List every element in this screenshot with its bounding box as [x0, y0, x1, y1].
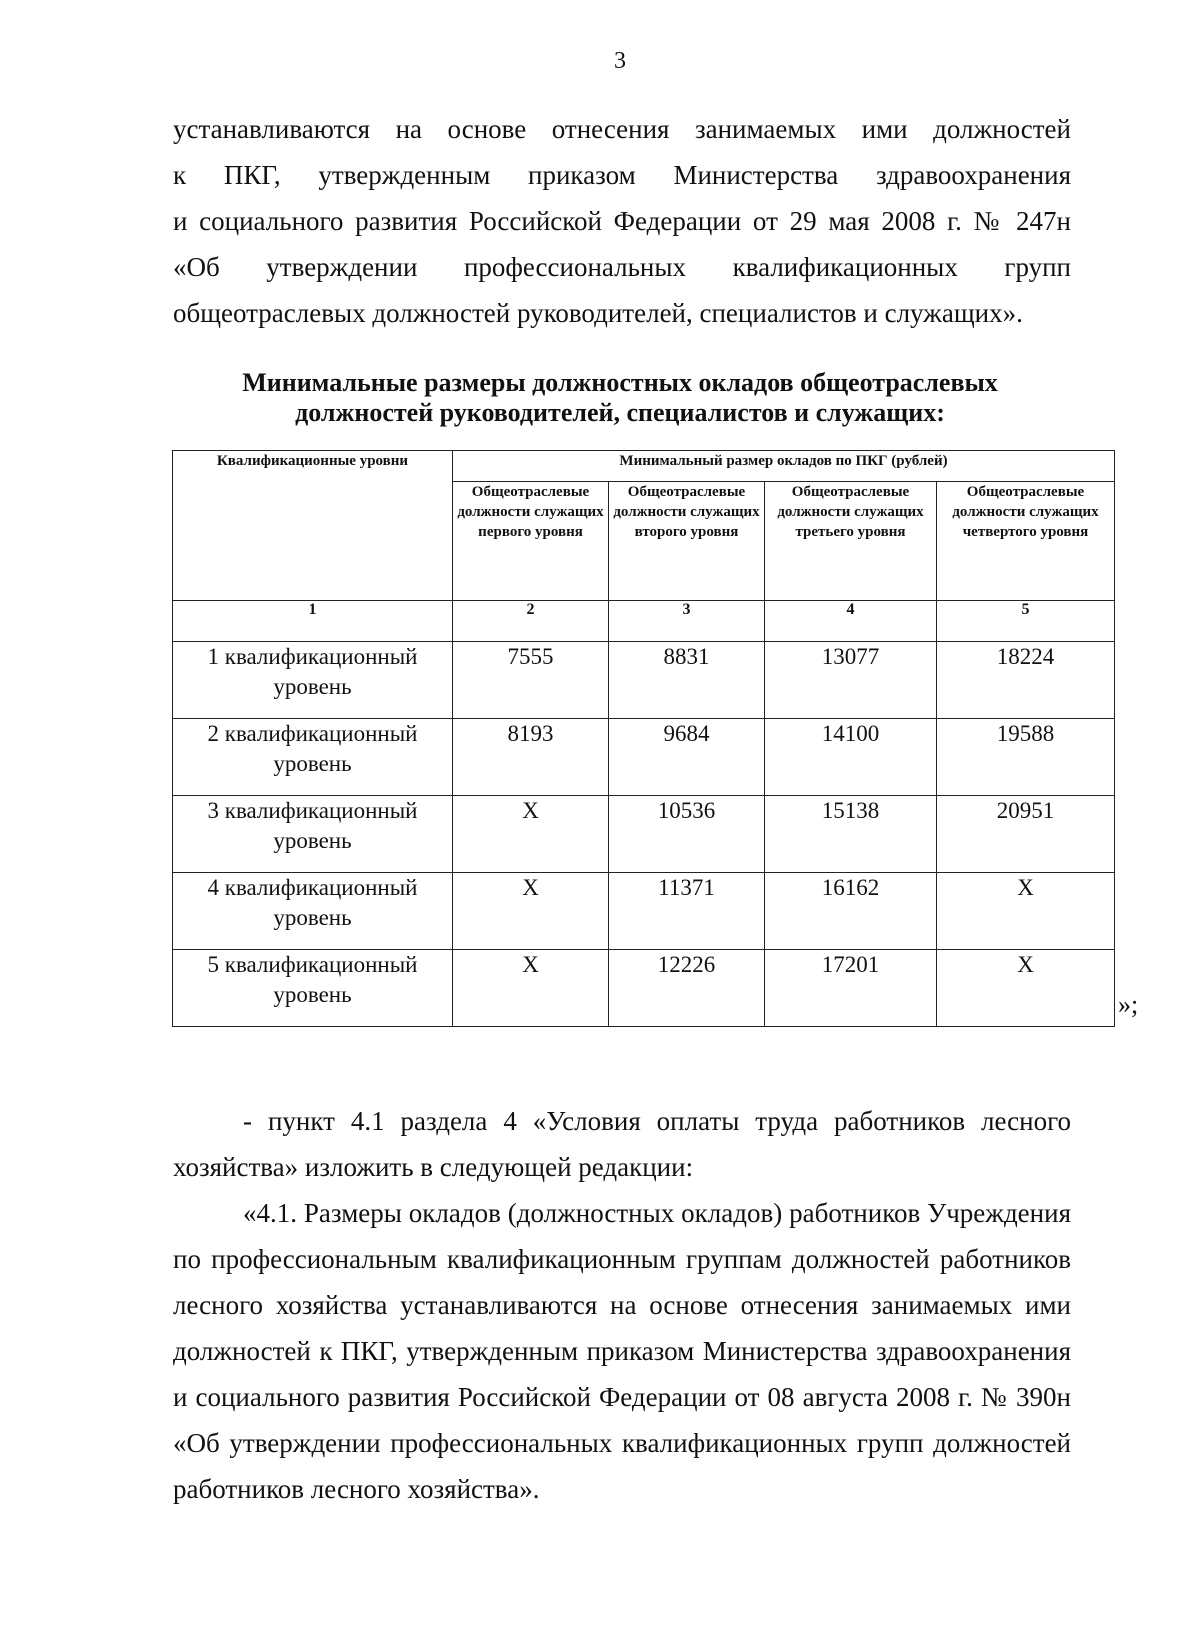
value-cell: 17201 — [765, 950, 937, 1027]
intro-line: «Об утверждении профессиональных квалификационных групп — [173, 252, 1071, 282]
paragraph-amendment-point — [173, 1098, 1071, 1190]
level-cell: 4 квалификационный уровень — [173, 873, 453, 950]
table-row — [173, 719, 1115, 796]
table-row — [173, 950, 1115, 1027]
value-cell: 14100 — [765, 719, 937, 796]
value-cell: 8193 — [453, 719, 609, 796]
salary-table — [172, 450, 1115, 1027]
table-title-line: должностей руководителей, специалистов и служащих: — [295, 398, 945, 427]
header-min-salary: Минимальный размер окладов по ПКГ (рублей) — [453, 451, 1115, 482]
value-cell: 18224 — [937, 642, 1115, 719]
value-cell: 20951 — [937, 796, 1115, 873]
value-cell: 16162 — [765, 873, 937, 950]
intro-line: устанавливаются на основе отнесения занимаемых ими должностей — [173, 114, 1071, 144]
sub-header-4: Общеотраслевые должности служащих четвертого уровня — [937, 482, 1115, 601]
value-cell: 11371 — [609, 873, 765, 950]
intro-paragraph — [173, 106, 1071, 336]
table-row — [173, 873, 1115, 950]
table-row — [173, 642, 1115, 719]
header-levels: Квалификационные уровни — [173, 451, 453, 601]
column-number: 5 — [937, 601, 1115, 642]
value-cell: 8831 — [609, 642, 765, 719]
level-cell: 5 квалификационный уровень — [173, 950, 453, 1027]
value-cell: Х — [453, 950, 609, 1027]
value-cell: Х — [453, 873, 609, 950]
column-number: 1 — [173, 601, 453, 642]
value-cell: 9684 — [609, 719, 765, 796]
page-number: 3 — [614, 48, 626, 74]
paragraph-4-1 — [173, 1190, 1071, 1512]
value-cell: Х — [453, 796, 609, 873]
column-number: 3 — [609, 601, 765, 642]
table-closing-quote: »; — [1118, 990, 1139, 1019]
value-cell: 7555 — [453, 642, 609, 719]
level-cell: 2 квалификационный уровень — [173, 719, 453, 796]
column-number: 4 — [765, 601, 937, 642]
intro-line: общеотраслевых должностей руководителей, специалистов и служащих». — [173, 298, 1023, 328]
value-cell: Х — [937, 950, 1115, 1027]
value-cell: Х — [937, 873, 1115, 950]
value-cell: 15138 — [765, 796, 937, 873]
paragraph-text: «4.1. Размеры окладов (должностных окладов) работников Учреждения по профессиональным квалификационным группам должностей работников лесного хозяйства устанавливаются на основе отнесения занимаемых ими должностей к ПКГ, утвержденным приказом Министерства здравоохранения и социального развития Российской Федерации от 08 августа 2008 г. № 390н «Об утверждении профессиональных квалификационных групп должностей работников лесного хозяйства». — [173, 1198, 1071, 1504]
sub-header-1: Общеотраслевые должности служащих первого уровня — [453, 482, 609, 601]
intro-line: и социального развития Российской Федерации от 29 мая 2008 г. № 247н — [173, 206, 1071, 236]
level-cell: 3 квалификационный уровень — [173, 796, 453, 873]
table-title-line: Минимальные размеры должностных окладов общеотраслевых — [242, 368, 998, 397]
column-number: 2 — [453, 601, 609, 642]
value-cell: 19588 — [937, 719, 1115, 796]
value-cell: 13077 — [765, 642, 937, 719]
sub-header-3: Общеотраслевые должности служащих третьего уровня — [765, 482, 937, 601]
paragraph-text: - пункт 4.1 раздела 4 «Условия оплаты труда работников лесного хозяйства» изложить в следующей редакции: — [173, 1106, 1071, 1182]
intro-line: к ПКГ, утвержденным приказом Министерства здравоохранения — [173, 160, 1071, 190]
value-cell: 12226 — [609, 950, 765, 1027]
column-numbers-row — [173, 601, 1115, 642]
value-cell: 10536 — [609, 796, 765, 873]
table-row — [173, 796, 1115, 873]
level-cell: 1 квалификационный уровень — [173, 642, 453, 719]
sub-header-2: Общеотраслевые должности служащих второго уровня — [609, 482, 765, 601]
table-title — [160, 368, 1080, 428]
